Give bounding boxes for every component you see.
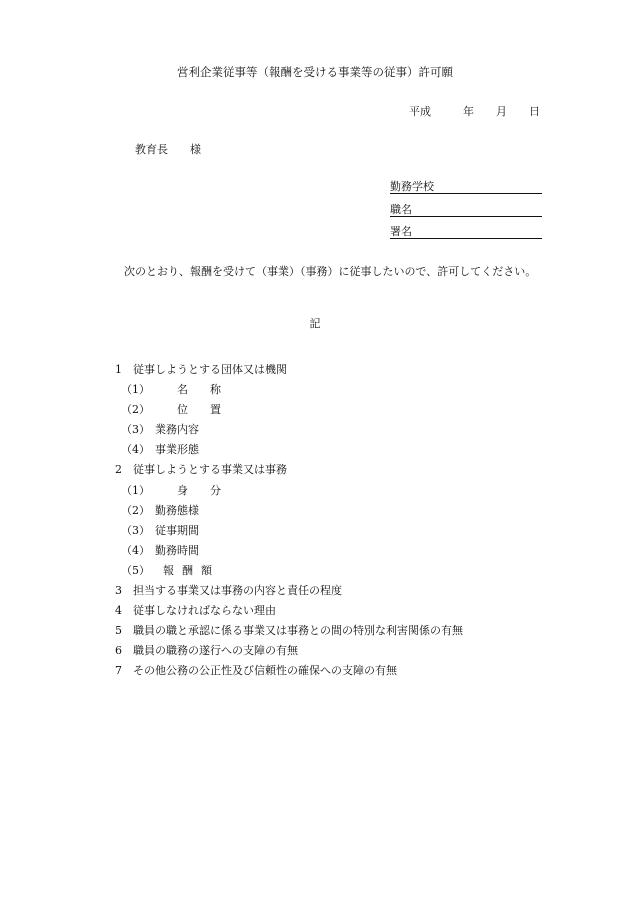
addressee-honorific: 様 bbox=[190, 143, 201, 156]
list-item: 5 職員の職と承認に係る事業又は事務との間の特別な利害関係の有無 bbox=[115, 624, 463, 637]
sender-position-underline bbox=[390, 216, 542, 217]
date-line bbox=[409, 106, 540, 117]
sender-school-underline bbox=[390, 193, 542, 194]
list-item: （3） 業務内容 bbox=[121, 423, 199, 436]
list-item: （2） 位 置 bbox=[121, 403, 221, 416]
list-item: （1） 名 称 bbox=[121, 383, 221, 396]
list-item: 1 従事しようとする団体又は機関 bbox=[115, 363, 287, 376]
list-item: 2 従事しようとする事業又は事務 bbox=[115, 463, 287, 476]
request-statement: 次のとおり、報酬を受けて（事業）（事務）に従事したいので、許可してください。 bbox=[124, 265, 537, 278]
sender-signature-label-2: 名 bbox=[401, 225, 412, 238]
sender-position-label-2: 名 bbox=[401, 203, 412, 216]
sender-signature-label-1: 署 bbox=[390, 225, 401, 238]
list-item: （2） 勤務態様 bbox=[121, 504, 199, 517]
list-item: （5） 報 酬 額 bbox=[121, 564, 212, 577]
date-day: 日 bbox=[529, 105, 540, 118]
ki-heading: 記 bbox=[309, 317, 321, 330]
list-item: （4） 勤務時間 bbox=[121, 544, 199, 557]
date-month: 月 bbox=[496, 105, 507, 118]
addressee-name: 教育長 bbox=[135, 143, 168, 156]
list-item: （4） 事業形態 bbox=[121, 443, 199, 456]
sender-position-field bbox=[390, 204, 542, 215]
date-era: 平成 bbox=[409, 105, 431, 118]
sender-signature-field bbox=[390, 226, 542, 237]
sender-school-label: 勤務学校 bbox=[390, 180, 434, 193]
sender-school-field bbox=[390, 181, 542, 192]
sender-signature-underline bbox=[390, 238, 542, 239]
list-item: 7 その他公務の公正性及び信頼性の確保への支障の有無 bbox=[115, 664, 397, 677]
date-year: 年 bbox=[463, 105, 474, 118]
sender-position-label-1: 職 bbox=[390, 203, 401, 216]
list-item: 3 担当する事業又は事務の内容と責任の程度 bbox=[115, 584, 342, 597]
addressee bbox=[135, 144, 201, 155]
list-item: 6 職員の職務の遂行への支障の有無 bbox=[115, 644, 298, 657]
document-title: 営利企業従事等（報酬を受ける事業等の従事）許可願 bbox=[177, 65, 453, 79]
list-item: （3） 従事期間 bbox=[121, 524, 199, 537]
list-item: （1） 身 分 bbox=[121, 484, 221, 497]
list-item: 4 従事しなければならない理由 bbox=[115, 604, 276, 617]
